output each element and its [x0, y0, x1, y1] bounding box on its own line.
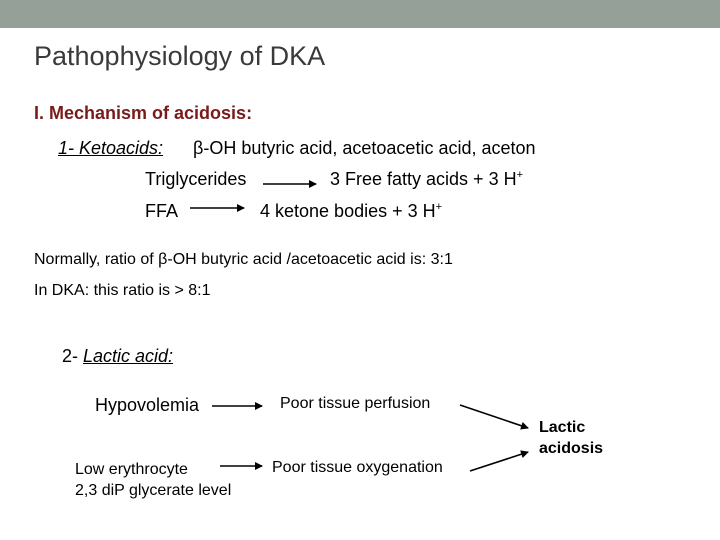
low-erythrocyte-line2: 2,3 diP glycerate level	[75, 482, 232, 499]
lactic-acidosis-line1: Lactic	[539, 419, 586, 436]
section-heading: I. Mechanism of acidosis:	[34, 103, 253, 123]
ffa-text: FFA	[145, 201, 179, 221]
arrow-perfusion	[460, 405, 528, 428]
lactic-acidosis-line2: acidosis	[539, 440, 604, 457]
ratio-normal-text: Normally, ratio of β-OH butyric acid /acetoacetic acid is: 3:1	[34, 251, 453, 268]
arrow-oxygenation	[470, 452, 528, 471]
proton-charge-2: +	[435, 201, 443, 213]
poor-perfusion-text: Poor tissue perfusion	[280, 395, 431, 412]
hypovolemia-text: Hypovolemia	[95, 395, 200, 415]
triglycerides-text: Triglycerides	[145, 169, 247, 189]
slide-title: Pathophysiology of DKA	[34, 41, 326, 71]
lactic-title: Lactic acid:	[83, 346, 174, 366]
free-fatty-acids-label: 3 Free fatty acids + 3 H	[330, 169, 517, 189]
low-erythrocyte-line1: Low erythrocyte	[75, 461, 188, 478]
proton-charge-1: +	[516, 169, 524, 181]
lactic-prefix: 2-	[62, 346, 84, 366]
poor-oxygenation-text: Poor tissue oxygenation	[272, 459, 443, 476]
ketone-bodies-label: 4 ketone bodies + 3 H	[260, 201, 436, 221]
ratio-dka-text: In DKA: this ratio is > 8:1	[34, 282, 211, 299]
ketoacids-label: 1- Ketoacids:	[58, 138, 164, 158]
ketoacids-list: β-OH butyric acid, acetoacetic acid, aceton	[193, 138, 536, 158]
